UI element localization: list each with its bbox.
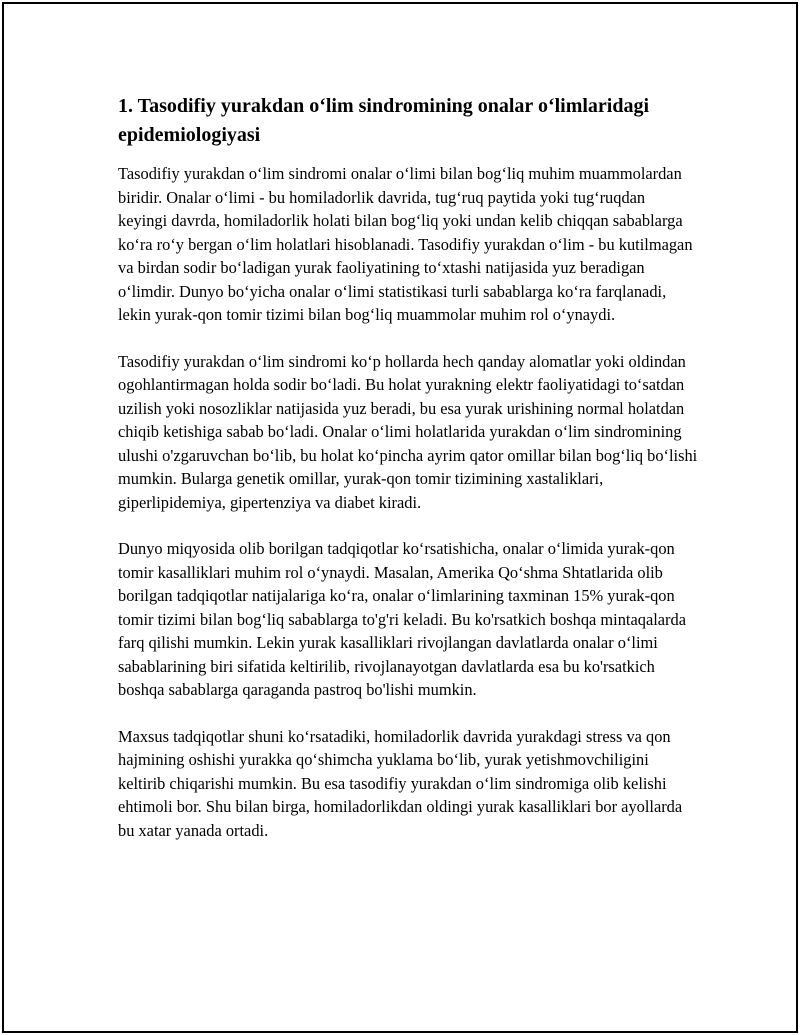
paragraph-2: Tasodifiy yurakdan o‘lim sindromi ko‘p hollarda hech qanday alomatlar yoki oldindan ogohlantirmagan holda sodir bo‘ladi. Bu holat yurakning elektr faoliyatidagi to‘satdan uzilish yoki nosozliklar natijasida yuz beradi, bu esa yurak urishining normal holatdan chiqib ketishiga sabab bo‘ladi. Onalar o‘limi holatlarida yurakdan o‘lim sindromining ulushi o'zgaruvchan bo‘lib, bu holat ko‘pincha ayrim qator omillar bilan bog‘liq bo‘lishi mumkin. Bularga genetik omillar, yurak-qon tomir tizimining xastaliklari, giperlipidemiya, gipertenziya va diabet kiradi. — [118, 351, 698, 512]
paragraph-3: Dunyo miqyosida olib borilgan tadqiqotlar ko‘rsatishicha, onalar o‘limida yurak-qon tomir kasalliklari muhim rol o‘ynaydi. Masalan, Amerika Qo‘shma Shtatlarida olib borilgan tadqiqotlar natijalariga ko‘ra, onalar o‘limlarining taxminan 15% yurak-qon tomir tizimi bilan bog‘liq sabablarga to'g'ri keladi. Bu ko'rsatkich boshqa mintaqalarda farq qilishi mumkin. Lekin yurak kasalliklari rivojlangan davlatlarda onalar o‘limi sabablarining biri sifatida keltirilib, rivojlanayotgan davlatlarda esa bu ko'rsatkich boshqa sabablarga qaraganda pastroq bo'lishi mumkin. — [118, 539, 686, 699]
paragraph-1: Tasodifiy yurakdan o‘lim sindromi onalar o‘limi bilan bog‘liq muhim muammolardan biridir. Onalar o‘limi - bu homiladorlik davrida, tug‘ruq paytida yoki tug‘ruqdan keyingi davrda, homiladorlik holati bilan bog‘liq yoki undan kelib chiqqan sabablarga ko‘ra ro‘y bergan o‘lim holatlari hisoblanadi. Tasodifiy yurakdan o‘lim - bu kutilmagan va birdan sodir bo‘ladigan yurak faoliyatining to‘xtashi natijasida yuz beradigan o‘limdir. Dunyo bo‘yicha onalar o‘limi statistikasi turli sabablarga ko‘ra farqlanadi, lekin yurak-qon tomir tizimi bilan bog‘liq muammolar muhim rol o‘ynaydi. — [118, 164, 693, 324]
document-body — [118, 92, 698, 865]
paragraph-4: Maxsus tadqiqotlar shuni ko‘rsatadiki, homiladorlik davrida yurakdagi stress va qon hajmining oshishi yurakka qo‘shimcha yuklama bo‘lib, yurak yetishmovchiligini keltirib chiqarishi mumkin. Bu esa tasodifiy yurakdan o‘lim sindromiga olib kelishi ehtimoli bor. Shu bilan birga, homiladorlikdan oldingi yurak kasalliklari bor ayollarda bu xatar yanada ortadi. — [118, 726, 683, 840]
section-heading: 1. Tasodifiy yurakdan o‘lim sindromining onalar o‘limlaridagi epidemiologiyasi — [118, 95, 650, 146]
